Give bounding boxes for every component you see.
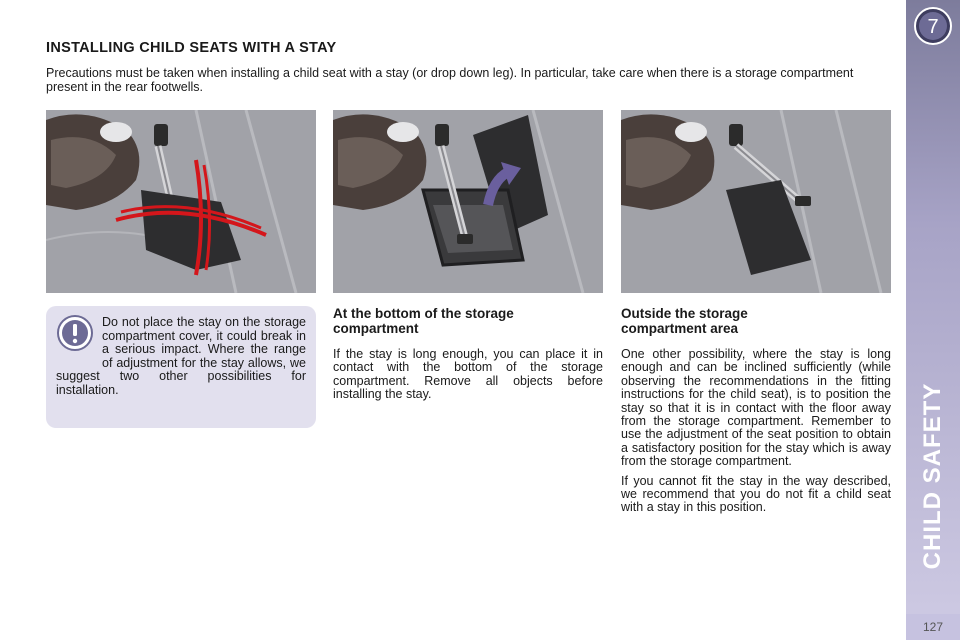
page-number: 127 (906, 614, 960, 640)
section-outside-compartment (621, 306, 891, 515)
intro-paragraph: Precautions must be taken when installing a child seat with a stay (or drop down leg). In particular, take care when there is a storage compartment present in the rear footwells. (46, 66, 854, 94)
chapter-badge-icon (913, 6, 953, 46)
section-title: CHILD SAFETY (919, 382, 946, 570)
section-title-outside: Outside the storage compartment area (621, 306, 748, 336)
section-text-outside-2: If you cannot fit the stay in the way described, we recommend that you do not fit a child seat with a stay in this position. (621, 473, 891, 515)
figure-stay-outside-compartment (621, 110, 891, 293)
caution-text: Do not place the stay on the storage compartment cover, it could break in a serious impact. Where the range of adjustment for the stay allows, we suggest two other possibilities for installation. (56, 315, 306, 397)
section-title-bottom: At the bottom of the storage compartment (333, 306, 514, 336)
section-text-bottom: If the stay is long enough, you can place it in contact with the bottom of the storage compartment. Remove all objects before installing the stay. (333, 347, 603, 402)
caution-text-wrap (56, 316, 306, 397)
section-text-outside-1: One other possibility, where the stay is long enough and can be inclined sufficiently (while observing the recommendations in the fitting instructions for the child seat), is to position the stay so that it is in contact with the floor away from the storage compartment. Remember to use the adjustment of the seat position to obtain a satisfactory position for the stay which is away from the storage compartment. (621, 347, 891, 469)
chapter-number: 7 (927, 16, 939, 38)
figure-stay-in-compartment (333, 110, 603, 293)
caution-box (46, 306, 316, 428)
figure-stay-on-cover (46, 110, 316, 293)
section-bottom-of-compartment (333, 306, 603, 402)
page-title: INSTALLING CHILD SEATS WITH A STAY (46, 40, 337, 56)
